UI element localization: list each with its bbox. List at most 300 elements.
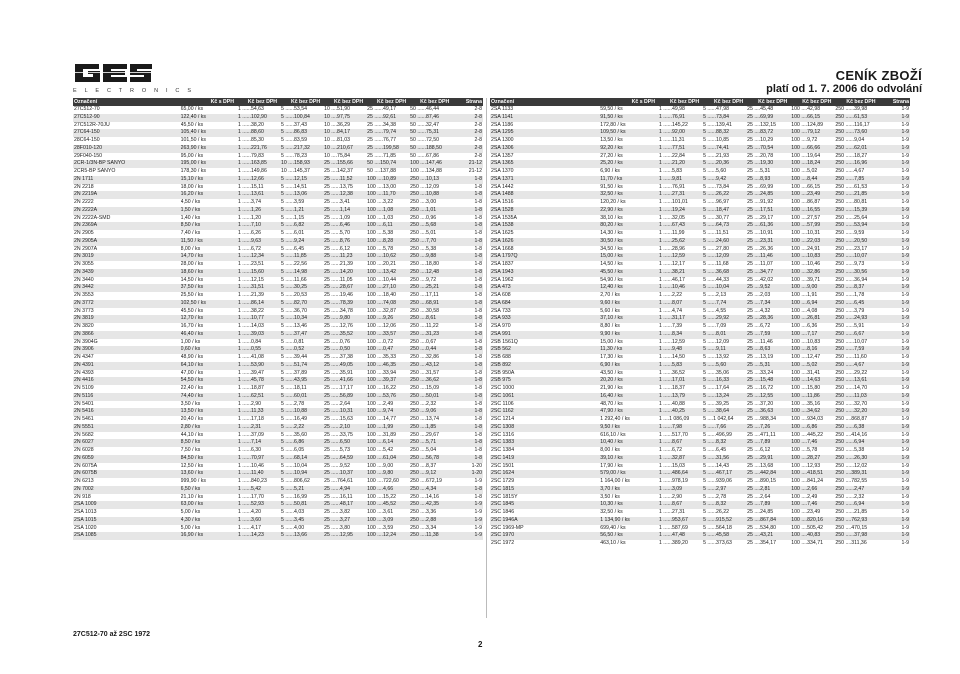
price-tier-5: 250 ....36,62 <box>410 377 440 384</box>
table-row <box>490 160 910 168</box>
price-tier-4: 100 ....5,78 <box>791 447 818 453</box>
item-code: 2SC 1000 <box>491 385 515 391</box>
table-row <box>73 509 483 517</box>
price-tier-3: 25 ......10,31 <box>324 408 353 415</box>
item-code: 2SA 1962 <box>491 276 514 283</box>
item-code: 29F040-150 <box>74 152 102 159</box>
catalog-page: 1-8 <box>474 377 482 384</box>
item-code: 2SA 1013 <box>74 509 97 515</box>
price-tier-4: 100 ....32,87 <box>367 307 396 314</box>
price-with-vat: 16,90 / ks <box>180 532 204 539</box>
item-code: 2SB 562 <box>491 346 511 353</box>
catalog-page: 1-9 <box>901 268 909 275</box>
price-tier-5: 250 ......7,85 <box>835 175 865 182</box>
price-tier-1: 1 ......28,96 <box>658 245 685 252</box>
catalog-page: 1-20 <box>471 470 482 477</box>
price-with-vat: 1 292,40 / ks <box>600 416 630 422</box>
table-row <box>490 540 910 548</box>
price-tier-1: 1 ......38,22 <box>237 307 264 314</box>
price-tier-4: 25 ......199,58 <box>367 144 399 151</box>
table-row <box>73 284 483 292</box>
price-tier-4: 100 ....33,57 <box>367 330 396 337</box>
price-tier-5: 250 ......116,17 <box>835 121 870 128</box>
table-row <box>490 176 910 184</box>
price-tier-3: 25 ......6,50 <box>324 439 351 446</box>
price-with-vat: 22,90 / ks <box>600 206 623 213</box>
table-row <box>73 199 483 207</box>
price-tier-2: 5 ......10,34 <box>281 315 307 322</box>
price-with-vat: 4,30 / ks <box>180 516 201 523</box>
price-tier-1: 1 ......11,31 <box>658 137 685 143</box>
price-tier-2: 5 ......51,74 <box>281 361 307 368</box>
price-with-vat: 172,80 / ks <box>600 121 626 128</box>
price-tier-4: 100 ....28,27 <box>791 454 821 461</box>
price-tier-5: 250 ......9,59 <box>835 230 865 236</box>
price-tier-3: 25 ....19,30 <box>747 160 774 167</box>
price-tier-3: 25 ....10,29 <box>747 137 774 143</box>
price-with-vat: 195,00 / ks <box>180 160 206 167</box>
catalog-page: 1-9 <box>901 516 909 523</box>
catalog-page: 1-9 <box>901 392 909 399</box>
price-tier-2: 5 ......9,11 <box>703 346 726 353</box>
table-row <box>490 517 910 525</box>
item-code: 2SC 1316 <box>491 431 515 438</box>
table-header <box>73 98 483 106</box>
table-row <box>73 315 483 323</box>
col-kc-s-dph: Kč s DPH <box>210 99 234 105</box>
price-tier-1: 1 ......4,17 <box>237 524 262 531</box>
price-tier-1: 1 ......10,77 <box>237 315 264 322</box>
table-row <box>73 246 483 254</box>
price-tier-5: 250 ....311,36 <box>835 540 867 546</box>
catalog-page: 1-9 <box>901 501 909 508</box>
price-with-vat: 16,40 / ks <box>600 392 623 399</box>
price-tier-2: 5 ......8,32 <box>703 439 727 446</box>
table-row <box>490 439 910 447</box>
item-code: 2SC 1384 <box>491 447 515 453</box>
catalog-page: 1-9 <box>901 478 909 484</box>
catalog-page: 1-9 <box>901 369 909 376</box>
price-tier-5: 250 ....14,16 <box>410 493 440 500</box>
price-tier-4: 100 ....45,52 <box>367 501 396 508</box>
price-with-vat: 0,60 / ks <box>180 346 201 353</box>
price-tier-2: 5 ......11,85 <box>281 253 307 260</box>
price-tier-2: 5 ......47,98 <box>703 106 730 112</box>
price-tier-2: 5 ......3,59 <box>281 199 305 205</box>
item-code: 2SB 975 <box>491 377 511 384</box>
price-tier-3: 25 ....7,89 <box>747 439 771 446</box>
price-tier-3: 25 ....15,48 <box>747 377 774 384</box>
price-tier-1: 1 ......62,51 <box>237 392 264 399</box>
price-tier-5: 250 ....868,87 <box>835 416 868 422</box>
price-tier-4: 50 ....137,88 <box>367 168 396 174</box>
price-tier-2: 5 ......6,01 <box>281 230 305 236</box>
price-with-vat: 39,10 / ks <box>600 454 623 461</box>
price-tier-4: 100 ....10,31 <box>791 230 821 236</box>
table-row <box>490 447 910 455</box>
table-row <box>73 439 483 447</box>
price-tier-1: 1 ......102,90 <box>237 113 267 120</box>
price-tier-1: 1 ......7,39 <box>658 323 683 329</box>
price-tier-1: 1 ......85,30 <box>237 137 264 143</box>
catalog-page: 1-8 <box>474 175 482 182</box>
price-tier-4: 100 ....15,80 <box>791 385 821 391</box>
price-with-vat: 999,90 / ks <box>180 478 206 484</box>
item-code: 2N 4416 <box>74 377 94 384</box>
col-bez-dph-5: Kč bez DPH <box>846 99 876 105</box>
price-tier-2: 5 ......2,13 <box>703 292 727 298</box>
table-row <box>490 346 910 354</box>
price-tier-5: 250 ......14,70 <box>835 385 868 391</box>
price-tier-5: 50 ......188,50 <box>410 144 442 151</box>
catalog-page: 2-8 <box>474 121 482 128</box>
table-row <box>73 122 483 130</box>
price-with-vat: 45,50 / ks <box>180 121 204 128</box>
price-tier-4: 100 ....841,24 <box>791 478 823 484</box>
price-tier-3: 25 ....20,78 <box>747 152 774 159</box>
item-code: 2SB 688 <box>491 354 511 360</box>
price-with-vat: 54,50 / ks <box>180 377 204 384</box>
catalog-page: 1-9 <box>901 540 909 546</box>
item-code: 2SA 1357 <box>491 152 514 159</box>
table-row <box>73 455 483 463</box>
price-tier-1: 1 ......13,79 <box>658 392 685 399</box>
table-row <box>73 532 483 540</box>
price-tier-1: 1 ......38,21 <box>658 268 685 275</box>
table-row <box>490 106 910 114</box>
price-with-vat: 616,10 / ks <box>600 431 626 438</box>
price-tier-4: 100 ....23,49 <box>791 509 821 515</box>
catalog-page: 1-8 <box>474 276 482 283</box>
price-tier-1: 1 ......21,39 <box>237 292 264 298</box>
price-tier-5: 250 ....4,34 <box>410 485 437 492</box>
price-with-vat: 9,50 / ks <box>600 423 620 430</box>
price-tier-2: 5 ......24,60 <box>703 237 730 244</box>
price-tier-4: 100 ....13,00 <box>367 183 396 190</box>
price-tier-1: 1 ......76,91 <box>658 113 685 120</box>
table-row <box>73 238 483 246</box>
catalog-page: 1-9 <box>901 222 909 229</box>
price-tier-2: 5 ......2,97 <box>703 485 727 492</box>
price-tier-2: 5 ......6,05 <box>281 447 305 453</box>
price-tier-5: 250 ....3,36 <box>410 509 437 515</box>
price-tier-1: 1 ......52,93 <box>237 501 264 508</box>
price-tier-2: 5 ......20,53 <box>281 292 307 298</box>
price-tier-2: 10 ....158,93 <box>281 160 310 167</box>
catalog-page: 2-8 <box>474 106 482 112</box>
price-tier-4: 100 ....0,72 <box>367 338 394 345</box>
price-with-vat: 74,40 / ks <box>180 392 204 399</box>
price-with-vat: 699,40 / ks <box>600 524 626 531</box>
price-with-vat: 101,50 / ks <box>180 137 206 143</box>
price-tier-2: 5 ......64,73 <box>703 222 730 229</box>
price-tier-1: 1 ......18,37 <box>658 385 685 391</box>
price-tier-4: 100 ....22,03 <box>791 237 821 244</box>
catalog-page: 1-8 <box>474 199 482 205</box>
price-tier-1: 1 ......5,83 <box>658 168 683 174</box>
price-tier-2: 5 ......939,06 <box>703 478 732 484</box>
price-tier-5: 50 ......32,47 <box>410 121 440 128</box>
price-tier-3: 25 ....4,32 <box>747 307 771 314</box>
table-row <box>490 122 910 130</box>
item-code: 2SA 1365 <box>491 160 514 167</box>
table-row <box>73 463 483 471</box>
item-code: 2SA 1015 <box>74 516 97 523</box>
item-code: 2SC 1845 <box>491 501 515 508</box>
item-code: 2N 2369A <box>74 222 98 229</box>
table-row <box>490 222 910 230</box>
price-tier-5: 250 ......10,07 <box>835 338 868 345</box>
item-code: 2N 1711 <box>74 175 94 182</box>
price-tier-3: 25 ......28,67 <box>324 284 353 291</box>
price-tier-4: 100 ....7,46 <box>791 439 818 446</box>
catalog-page: 1-9 <box>901 113 909 120</box>
price-tier-1: 1 ......0,55 <box>237 346 262 353</box>
price-tier-2: 5 ......13,06 <box>281 191 307 198</box>
price-tier-2: 5 ......14,43 <box>703 462 730 469</box>
table-row <box>73 354 483 362</box>
col-bez-dph-2: Kč bez DPH <box>290 99 321 105</box>
table-row <box>490 308 910 316</box>
price-tier-3: 25 ......11,05 <box>324 276 353 283</box>
price-tier-1: 1 ......11,40 <box>237 470 264 477</box>
price-tier-3: 25 ......49,05 <box>324 361 353 368</box>
price-tier-2: 5 ......139,41 <box>703 121 732 128</box>
table-row <box>73 470 483 478</box>
table-row <box>490 199 910 207</box>
catalog-page: 1-9 <box>474 516 482 523</box>
item-code: 2N 3439 <box>74 268 94 275</box>
price-tier-3: 25 ....29,91 <box>747 454 774 461</box>
price-tier-5: 250 ....25,21 <box>410 284 440 291</box>
price-with-vat: 48,70 / ks <box>600 400 623 407</box>
catalog-page: 1-8 <box>474 183 482 190</box>
price-tier-1: 1 ......14,03 <box>237 323 264 329</box>
price-with-vat: 14,70 / ks <box>180 253 204 260</box>
item-code: 2SC 1106 <box>491 400 514 407</box>
price-tier-4: 100 ....9,00 <box>791 284 818 291</box>
item-code: 2N 3019 <box>74 253 94 260</box>
price-tier-1: 1 ......2,90 <box>658 493 683 500</box>
price-tier-1: 1 ......149,86 <box>237 168 267 174</box>
price-tier-5: 250 ....2,88 <box>410 516 437 523</box>
price-with-vat: 63,00 / ks <box>180 501 204 508</box>
col-oznaceni: Označení <box>491 99 515 105</box>
price-tier-5: 250 ....5,68 <box>410 222 437 229</box>
item-code: 2SC 1162 <box>491 408 514 415</box>
price-table-right <box>490 98 910 548</box>
price-tier-1: 1 ......978,19 <box>658 478 688 484</box>
price-tier-1: 1 ......587,69 <box>658 524 688 531</box>
price-tier-2: 5 ......806,62 <box>281 478 310 484</box>
price-tier-3: 25 ....43,21 <box>747 532 774 539</box>
price-tier-3: 10 ....84,17 <box>324 129 351 136</box>
price-with-vat: 3,50 / ks <box>600 493 620 500</box>
table-row <box>73 207 483 215</box>
price-tier-5: 250 ....13,74 <box>410 416 440 422</box>
catalog-page: 1-8 <box>474 222 482 229</box>
catalog-page: 21-12 <box>468 168 482 174</box>
price-with-vat: 43,50 / ks <box>600 369 623 376</box>
price-tier-4: 100 ....53,76 <box>367 392 396 399</box>
price-tier-3: 25 ......35,52 <box>324 330 353 337</box>
price-tier-4: 25 ......49,17 <box>367 106 396 112</box>
price-tier-1: 1 ......7,98 <box>658 423 683 430</box>
price-tier-2: 5 ......31,56 <box>703 454 730 461</box>
price-tier-3: 25 ......17,17 <box>324 385 353 391</box>
catalog-page: 1-9 <box>901 230 909 236</box>
price-with-vat: 37,10 / ks <box>600 315 623 322</box>
table-row <box>73 191 483 199</box>
price-tier-2: 5 ......38,64 <box>703 408 730 415</box>
item-code: 2N 5461 <box>74 416 94 422</box>
price-tier-1: 1 ......8,67 <box>658 501 683 508</box>
price-tier-5: 250 ......26,30 <box>835 454 868 461</box>
price-tier-5: 250 ....2,32 <box>410 400 437 407</box>
price-with-vat: 45,50 / ks <box>180 307 204 314</box>
item-code: 2SA 1370 <box>491 168 514 174</box>
price-with-vat: 263,90 / ks <box>180 144 206 151</box>
price-tier-5: 250 ....30,58 <box>410 307 440 314</box>
price-tier-1: 1 ......8,67 <box>658 439 683 446</box>
price-with-vat: 54,90 / ks <box>600 276 623 283</box>
catalog-page: 1-9 <box>901 361 909 368</box>
col-bez-dph-4: Kč bez DPH <box>802 99 832 105</box>
price-tier-5: 250 ......61,53 <box>835 113 868 120</box>
price-tier-5: 250 ....31,23 <box>410 330 440 337</box>
price-tier-4: 100 ....31,89 <box>367 431 396 438</box>
price-tier-1: 1 ......486,64 <box>658 470 688 477</box>
item-code: 2SC 1061 <box>491 392 515 399</box>
price-tier-2: 5 ......35,06 <box>703 369 730 376</box>
price-tier-5: 250 ......5,38 <box>835 447 865 453</box>
price-tier-3: 25 ....8,63 <box>747 346 771 353</box>
price-tier-2: 5 ......7,09 <box>703 323 727 329</box>
price-tier-2: 5 ......6,45 <box>703 447 727 453</box>
price-tier-4: 100 ....124,89 <box>791 121 823 128</box>
price-tier-4: 100 ....10,83 <box>791 253 821 260</box>
price-tier-5: 250 ......24,93 <box>835 315 868 322</box>
price-tier-1: 1 ......31,51 <box>237 284 264 291</box>
price-tier-3: 25 ....7,59 <box>747 330 771 337</box>
price-tier-2: 5 ......60,01 <box>281 392 307 399</box>
item-code: 2N 6059 <box>74 454 94 461</box>
price-tier-3: 25 ....6,72 <box>747 323 771 329</box>
price-tier-4: 100 ....5,78 <box>367 245 394 252</box>
price-tier-5: 250 ....50,01 <box>410 392 440 399</box>
table-row <box>490 215 910 223</box>
price-tier-3: 25 ....11,07 <box>747 261 773 267</box>
price-tier-5: 250 ......20,50 <box>835 237 868 244</box>
table-row <box>73 184 483 192</box>
price-tier-3: 10 ....210,67 <box>324 144 353 151</box>
price-tier-3: 25 ....471,11 <box>747 431 776 438</box>
price-tier-4: 100 ....66,15 <box>791 113 821 120</box>
catalog-page: 1-8 <box>474 439 482 446</box>
table-row <box>73 339 483 347</box>
price-tier-5: 250 ....5,01 <box>410 230 437 236</box>
price-tier-3: 25 ......9,52 <box>324 462 351 469</box>
price-tier-3: 25 ....764,61 <box>324 478 353 484</box>
price-tier-4: 100 ....505,42 <box>791 524 823 531</box>
price-tier-1: 1 ......3,60 <box>237 516 262 523</box>
price-tier-4: 100 ....18,24 <box>791 160 821 167</box>
price-tier-4: 100 ....66,15 <box>791 183 821 190</box>
table-row <box>490 470 910 478</box>
price-tier-4: 25 ......92,61 <box>367 113 396 120</box>
price-tier-4: 100 ....3,61 <box>367 509 394 515</box>
catalog-page: 1-8 <box>474 385 482 391</box>
price-tier-5: 250 ....389,31 <box>835 470 868 477</box>
price-tier-4: 100 ....27,57 <box>791 214 821 221</box>
price-tier-5: 250 ....762,93 <box>835 516 868 523</box>
item-code: 2N 2222A <box>74 206 98 213</box>
item-code: 2N 5401 <box>74 400 94 407</box>
price-tier-3: 25 ....6,12 <box>747 447 771 453</box>
price-tier-4: 100 ....7,17 <box>791 330 818 337</box>
price-with-vat: 2,80 / ks <box>180 423 201 430</box>
catalog-page: 1-9 <box>901 524 909 531</box>
price-tier-1: 1 ......15,60 <box>237 268 264 275</box>
price-tier-3: 25 ......4,94 <box>324 485 351 492</box>
price-tier-4: 100 ....6,14 <box>367 439 394 446</box>
catalog-page: 1-9 <box>901 307 909 314</box>
price-tier-3: 25 ....13,68 <box>747 462 774 469</box>
price-with-vat: 5,00 / ks <box>180 509 201 515</box>
catalog-page: 1-9 <box>901 315 909 322</box>
item-code: 27C512-70 <box>74 106 100 112</box>
price-tier-3: 25 ....16,72 <box>747 385 774 391</box>
price-tier-3: 25 ......12,38 <box>324 191 353 198</box>
price-tier-3: 25 ....29,17 <box>747 214 774 221</box>
price-tier-1: 1 ......145,22 <box>658 121 688 128</box>
item-code: 2N 4347 <box>74 354 94 360</box>
price-tier-5: 250 ....56,78 <box>410 454 440 461</box>
price-tier-5: 250 ......61,53 <box>835 183 868 190</box>
item-code: 2N 3906 <box>74 346 94 353</box>
price-tier-4: 100 ....934,03 <box>791 416 823 422</box>
catalog-page: 1-8 <box>474 284 482 291</box>
price-with-vat: 46,40 / ks <box>180 330 204 337</box>
item-code: 2SA 1516 <box>491 199 514 205</box>
price-tier-3: 25 ....70,54 <box>747 144 774 151</box>
catalog-page: 1-9 <box>901 470 909 477</box>
price-tier-5: 250 ......53,94 <box>835 222 868 229</box>
price-tier-5: 250 ......11,03 <box>835 392 867 399</box>
col-strana: Strana <box>465 99 482 105</box>
catalog-page: 1-9 <box>901 454 909 461</box>
price-tier-5: 250 ....0,44 <box>410 346 437 353</box>
price-tier-3: 25 ....45,48 <box>747 106 774 112</box>
price-tier-2: 5 ......74,41 <box>703 144 730 151</box>
price-tier-1: 1 ......163,85 <box>237 160 267 167</box>
price-tier-4: 100 ....445,22 <box>791 431 823 438</box>
item-code: 2SA 1625 <box>491 230 514 236</box>
price-with-vat: 37,50 / ks <box>180 284 204 291</box>
price-tier-2: 5 ......10,94 <box>281 470 307 477</box>
item-code: 2SA 1535A <box>491 214 517 221</box>
col-strana: Strana <box>892 99 909 105</box>
item-code: 2SA 970 <box>491 323 511 329</box>
price-tier-5: 250 ....5,71 <box>410 439 437 446</box>
price-with-vat: 59,50 / ks <box>600 106 623 112</box>
table-row <box>73 408 483 416</box>
price-tier-4: 100 ....34,62 <box>791 408 821 415</box>
price-tier-1: 1 ......54,63 <box>237 106 264 112</box>
catalog-page: 1-8 <box>474 493 482 500</box>
price-tier-3: 25 ....9,52 <box>747 284 771 291</box>
item-code: 2SC 1815 <box>491 485 515 492</box>
